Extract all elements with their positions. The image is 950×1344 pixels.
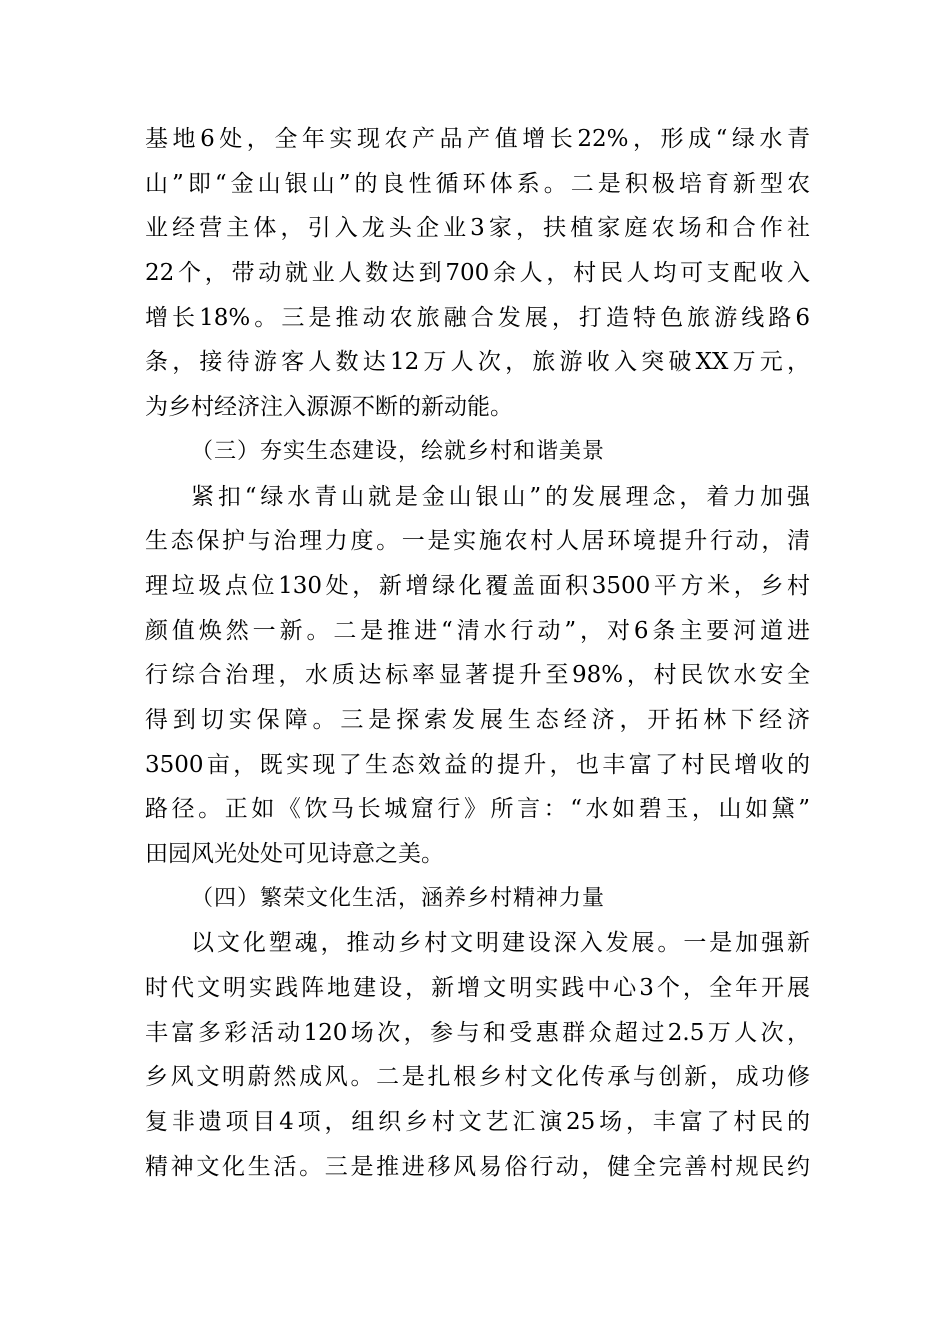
text-line: 条，接待游客人数达12万人次，旅游收入突破XX万元， <box>145 349 810 376</box>
text-line: 为乡村经济注入源源不断的新动能。 <box>145 394 513 421</box>
text-line: 丰富多彩活动120场次，参与和受惠群众超过2.5万人次， <box>145 1019 810 1046</box>
text-line: 行综合治理，水质达标率显著提升至98%，村民饮水安全 <box>145 662 810 689</box>
text-line: 精神文化生活。三是推进移风易俗行动，健全完善村规民约 <box>145 1153 810 1180</box>
text-line: 山”即“金山银山”的良性循环体系。二是积极培育新型农 <box>145 170 810 197</box>
section-heading-4: （四）繁荣文化生活，涵养乡村精神力量 <box>191 885 606 911</box>
text-line: 路径。正如《饮马长城窟行》所言：“水如碧玉，山如黛” <box>145 796 810 823</box>
text-line: 3500亩，既实现了生态效益的提升，也丰富了村民增收的 <box>145 751 810 778</box>
text-line: 紧扣“绿水青山就是金山银山”的发展理念，着力加强 <box>191 483 810 510</box>
text-line: 增长18%。三是推动农旅融合发展，打造特色旅游线路6 <box>145 304 810 331</box>
text-line: 业经营主体，引入龙头企业3家，扶植家庭农场和合作社 <box>145 215 810 242</box>
section-heading-3: （三）夯实生态建设，绘就乡村和谐美景 <box>191 438 606 464</box>
text-line: 生态保护与治理力度。一是实施农村人居环境提升行动，清 <box>145 528 810 555</box>
text-line: 基地6处，全年实现农产品产值增长22%，形成“绿水青 <box>145 126 810 152</box>
text-line: 颜值焕然一新。二是推进“清水行动”，对6条主要河道进 <box>145 617 810 644</box>
text-line: 复非遗项目4项，组织乡村文艺汇演25场，丰富了村民的 <box>145 1109 810 1136</box>
paragraph-ecology <box>145 475 810 877</box>
text-line: 田园风光处处可见诗意之美。 <box>145 841 444 867</box>
paragraph-culture <box>145 921 810 1189</box>
document-body <box>145 117 810 1190</box>
text-line: 时代文明实践阵地建设，新增文明实践中心3个，全年开展 <box>145 975 810 1002</box>
text-line: 乡风文明蔚然成风。二是扎根乡村文化传承与创新，成功修 <box>145 1064 810 1091</box>
paragraph-economy-continued <box>145 117 810 430</box>
text-line: 22个，带动就业人数达到700余人，村民人均可支配收入 <box>145 260 810 287</box>
text-line: 理垃圾点位130处，新增绿化覆盖面积3500平方米，乡村 <box>145 572 810 599</box>
text-line: 得到切实保障。三是探索发展生态经济，开拓林下经济 <box>145 706 810 733</box>
text-line: 以文化塑魂，推动乡村文明建设深入发展。一是加强新 <box>191 930 810 957</box>
